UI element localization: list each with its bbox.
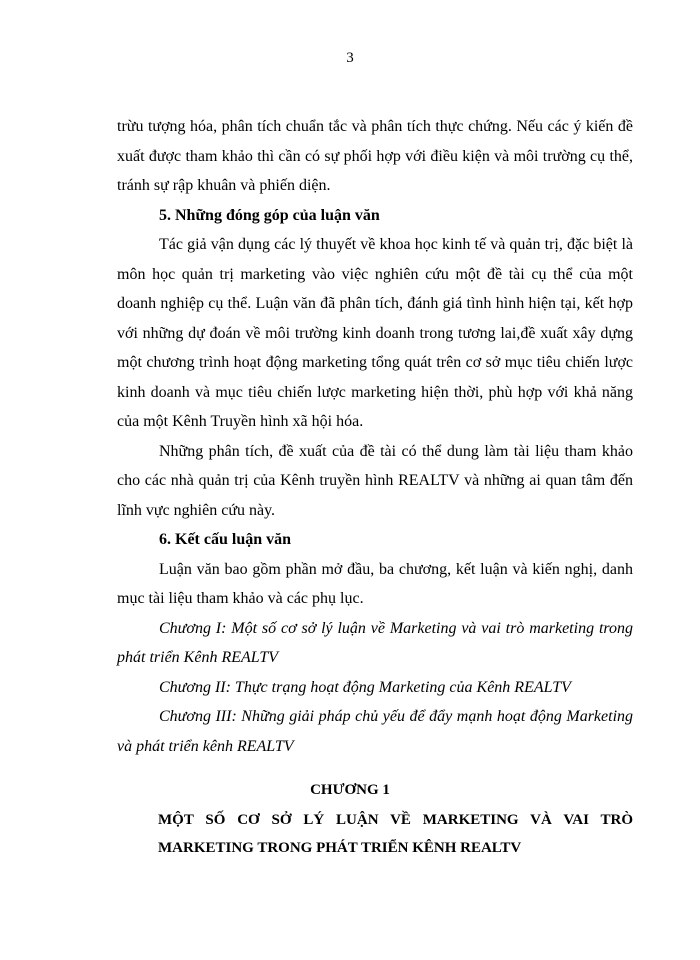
section-heading-structure: 6. Kết cấu luận văn [159, 531, 292, 548]
chapter-list-item-3: Chương III: Những giải pháp chủ yếu để đẩy mạnh hoạt động Marketing và phát triển kênh REALTV [117, 708, 634, 755]
page-body [117, 112, 633, 761]
paragraph-method: trừu tượng hóa, phân tích chuẩn tắc và phân tích thực chứng. Nếu các ý kiến đề xuất được tham khảo thì cần có sự phối hợp với điều kiện và môi trường cụ thể, tránh sự rập khuân và phiến diện. [117, 118, 634, 194]
paragraph-reference-use: Những phân tích, đề xuất của đề tài có thể dung làm tài liệu tham khảo cho các nhà quản trị của Kênh truyền hình REALTV và những ai quan tâm đến lĩnh vực nghiên cứu này. [117, 442, 634, 519]
chapter-list-item-2: Chương II: Thực trạng hoạt động Marketing của Kênh REALTV [159, 678, 571, 696]
paragraph-structure: Luận văn bao gồm phần mở đầu, ba chương, kết luận và kiến nghị, danh mục tài liệu tham khảo và các phụ lục. [117, 560, 634, 607]
section-heading-contributions: 5. Những đóng góp của luận văn [159, 206, 380, 224]
chapter-title: MỘT SỐ CƠ SỞ LÝ LUẬN VỀ MARKETING VÀ VAI TRÒ MARKETING TRONG PHÁT TRIỂN KÊNH REALTV [158, 812, 633, 856]
chapter-label: CHƯƠNG 1 [310, 782, 390, 798]
page-number: 3 [346, 50, 354, 66]
paragraph-contributions: Tác giả vận dụng các lý thuyết về khoa học kinh tế và quản trị, đặc biệt là môn học quản trị marketing vào việc nghiên cứu một đề tài cụ thể của một doanh nghiệp cụ thể. Luận văn đã phân tích, đánh giá tình hình hiện tại, kết hợp với những dự đoán về môi trường kinh doanh trong tương lai,đề xuất xây dựng một chương trình hoạt động marketing tổng quát trên cơ sở mục tiêu chiến lược kinh doanh và mục tiêu chiến lược marketing hiện thời, phù hợp với khả năng của một Kênh Truyền hình xã hội hóa. [117, 236, 634, 430]
chapter-list-item-1: Chương I: Một số cơ sở lý luận về Marketing và vai trò marketing trong phát triển Kênh REALTV [117, 619, 634, 666]
